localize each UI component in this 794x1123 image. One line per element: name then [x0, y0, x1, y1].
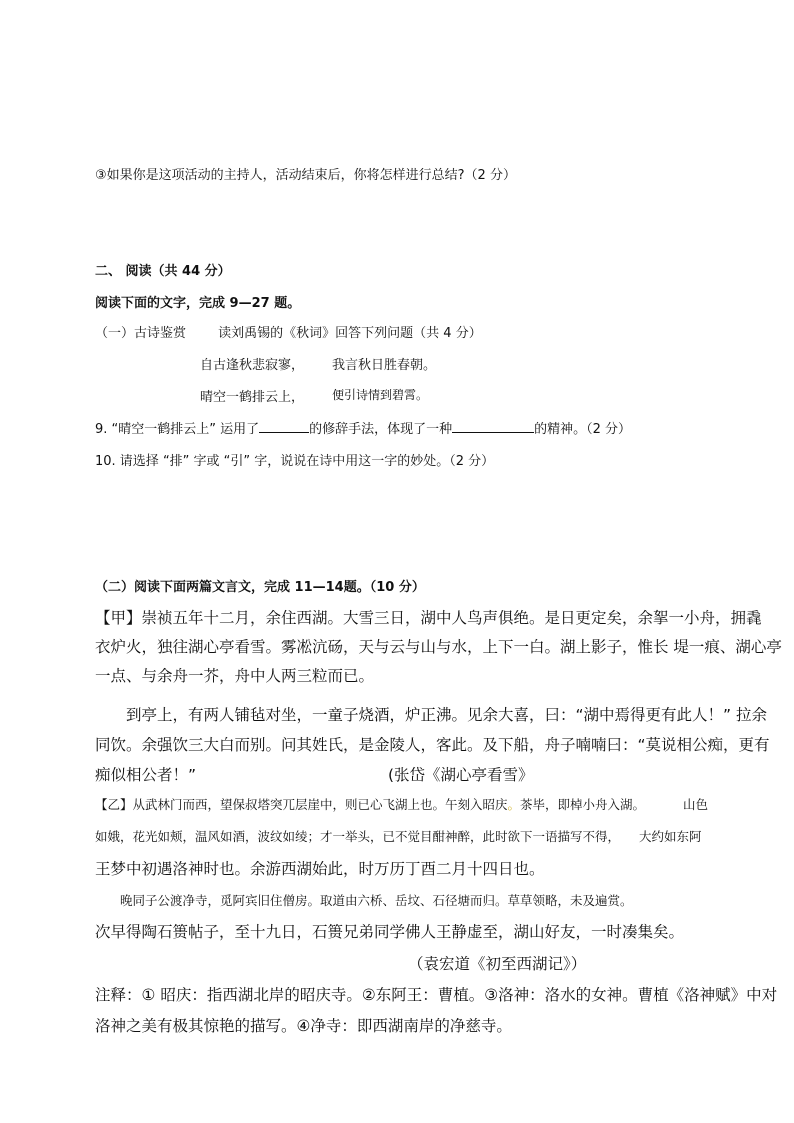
part1-heading: （一）古诗鉴赏 — [95, 326, 187, 341]
q9-text-a: 9. “晴空一鹤排云上” 运用了 — [95, 422, 260, 437]
yi-line-4: 晚同子公渡净寺，觅阿宾旧住僧房。取道由六桥、岳坟、石径塘而归。草草领略，未及遍赏。 — [120, 893, 633, 908]
poem-line-2-a: 晴空一鹤排云上， — [200, 390, 305, 405]
jia-line-5: 同饮。余强饮三大白而别。问其姓氏，是金陵人，客此。及下船，舟子喃喃曰：“莫说相公痴，更有 — [95, 736, 770, 754]
q9-blank-1[interactable] — [259, 420, 309, 433]
yi-dot-mark: 。 — [507, 797, 521, 812]
poem-line-2-b: 便引诗情到碧霄。 — [332, 388, 429, 402]
q9-text-c: 的精神。（2 分） — [534, 422, 632, 437]
yi-line-1-b: 茶毕，即棹小舟入湖。 — [520, 797, 646, 812]
jia-line-6-text: 痴似相公者！” — [95, 766, 197, 784]
poem-line-1-b: 我言秋日胜春朝。 — [332, 358, 437, 373]
jia-line-1: 【甲】崇祯五年十二月，余住西湖。大雪三日，湖中人鸟声俱绝。是日更定矣，余挐一小舟，拥毳 — [95, 609, 762, 627]
poem-line-1-a: 自古逢秋悲寂寥， — [200, 358, 305, 373]
poem-line-1 — [200, 354, 437, 373]
yi-line-1 — [95, 795, 709, 813]
poem-line-2 — [200, 386, 429, 405]
part1-heading-line — [95, 322, 482, 341]
question-10: 10. 请选择 “排” 字或 “引” 字，说说在诗中用这一字的妙处。（2 分） — [95, 454, 495, 469]
yi-line-2-b: 大约如东阿 — [639, 829, 702, 844]
part2-heading: （二）阅读下面两篇文言文，完成 11—14题。（10 分） — [95, 580, 425, 595]
yi-line-5: 次早得陶石篑帖子，至十九日，石篑兄弟同学佛人王静虚至，湖山好友，一时凑集矣。 — [95, 923, 685, 941]
question-9 — [95, 418, 631, 437]
instruction: 阅读下面的文字，完成 9—27 题。 — [95, 296, 301, 311]
yi-line-2-a: 如娥，花光如颊，温风如酒，波纹如绫；才一举头，已不觉目酣神醉，此时欲下一语描写不得， — [95, 829, 621, 844]
yi-line-2 — [95, 827, 702, 845]
jia-line-4: 到亭上，有两人铺毡对坐，一童子烧酒，炉正沸。见余大喜，曰：“湖中焉得更有此人！” 拉余 — [126, 706, 767, 724]
notes-line-2: 洛神之美有极其惊艳的描写。④净寺：即西湖南岸的净慈寺。 — [95, 1017, 512, 1035]
jia-line-3: 一点、与余舟一芥，舟中人两三粒而已。 — [95, 667, 375, 685]
yi-source: （袁宏道《初至西湖记》） — [408, 955, 587, 973]
yi-line-1-a: 【乙】从武林门而西，望保叔塔突兀层崖中，则已心飞湖上也。午刻入昭庆 — [95, 797, 508, 812]
q9-blank-2[interactable] — [452, 420, 534, 433]
jia-source: (张岱《湖心亭看雪》 — [388, 766, 534, 784]
jia-line-2: 衣炉火，独往湖心亭看雪。雾凇沆砀，天与云与山与水，上下一白。湖上影子，惟长 堤一痕、湖心亭 — [95, 638, 782, 656]
yi-line-3: 王梦中初遇洛神时也。余游西湖始此，时万历丁酉二月十四日也。 — [95, 860, 545, 878]
notes-line-1: 注释：① 昭庆：指西湖北岸的昭庆寺。②东阿王：曹植。③洛神：洛水的女神。曹植《洛神赋》中对 — [95, 986, 778, 1004]
section-title: 二、 阅读（共 44 分） — [95, 264, 231, 279]
jia-line-6 — [95, 763, 534, 785]
yi-line-1-c: 山色 — [683, 797, 709, 812]
q9-text-b: 的修辞手法，体现了一种 — [309, 422, 453, 437]
part1-task: 读刘禹锡的《秋词》回答下列问题（共 4 分） — [218, 326, 482, 341]
question-3: ③如果你是这项活动的主持人，活动结束后，你将怎样进行总结?（2 分） — [95, 168, 516, 183]
